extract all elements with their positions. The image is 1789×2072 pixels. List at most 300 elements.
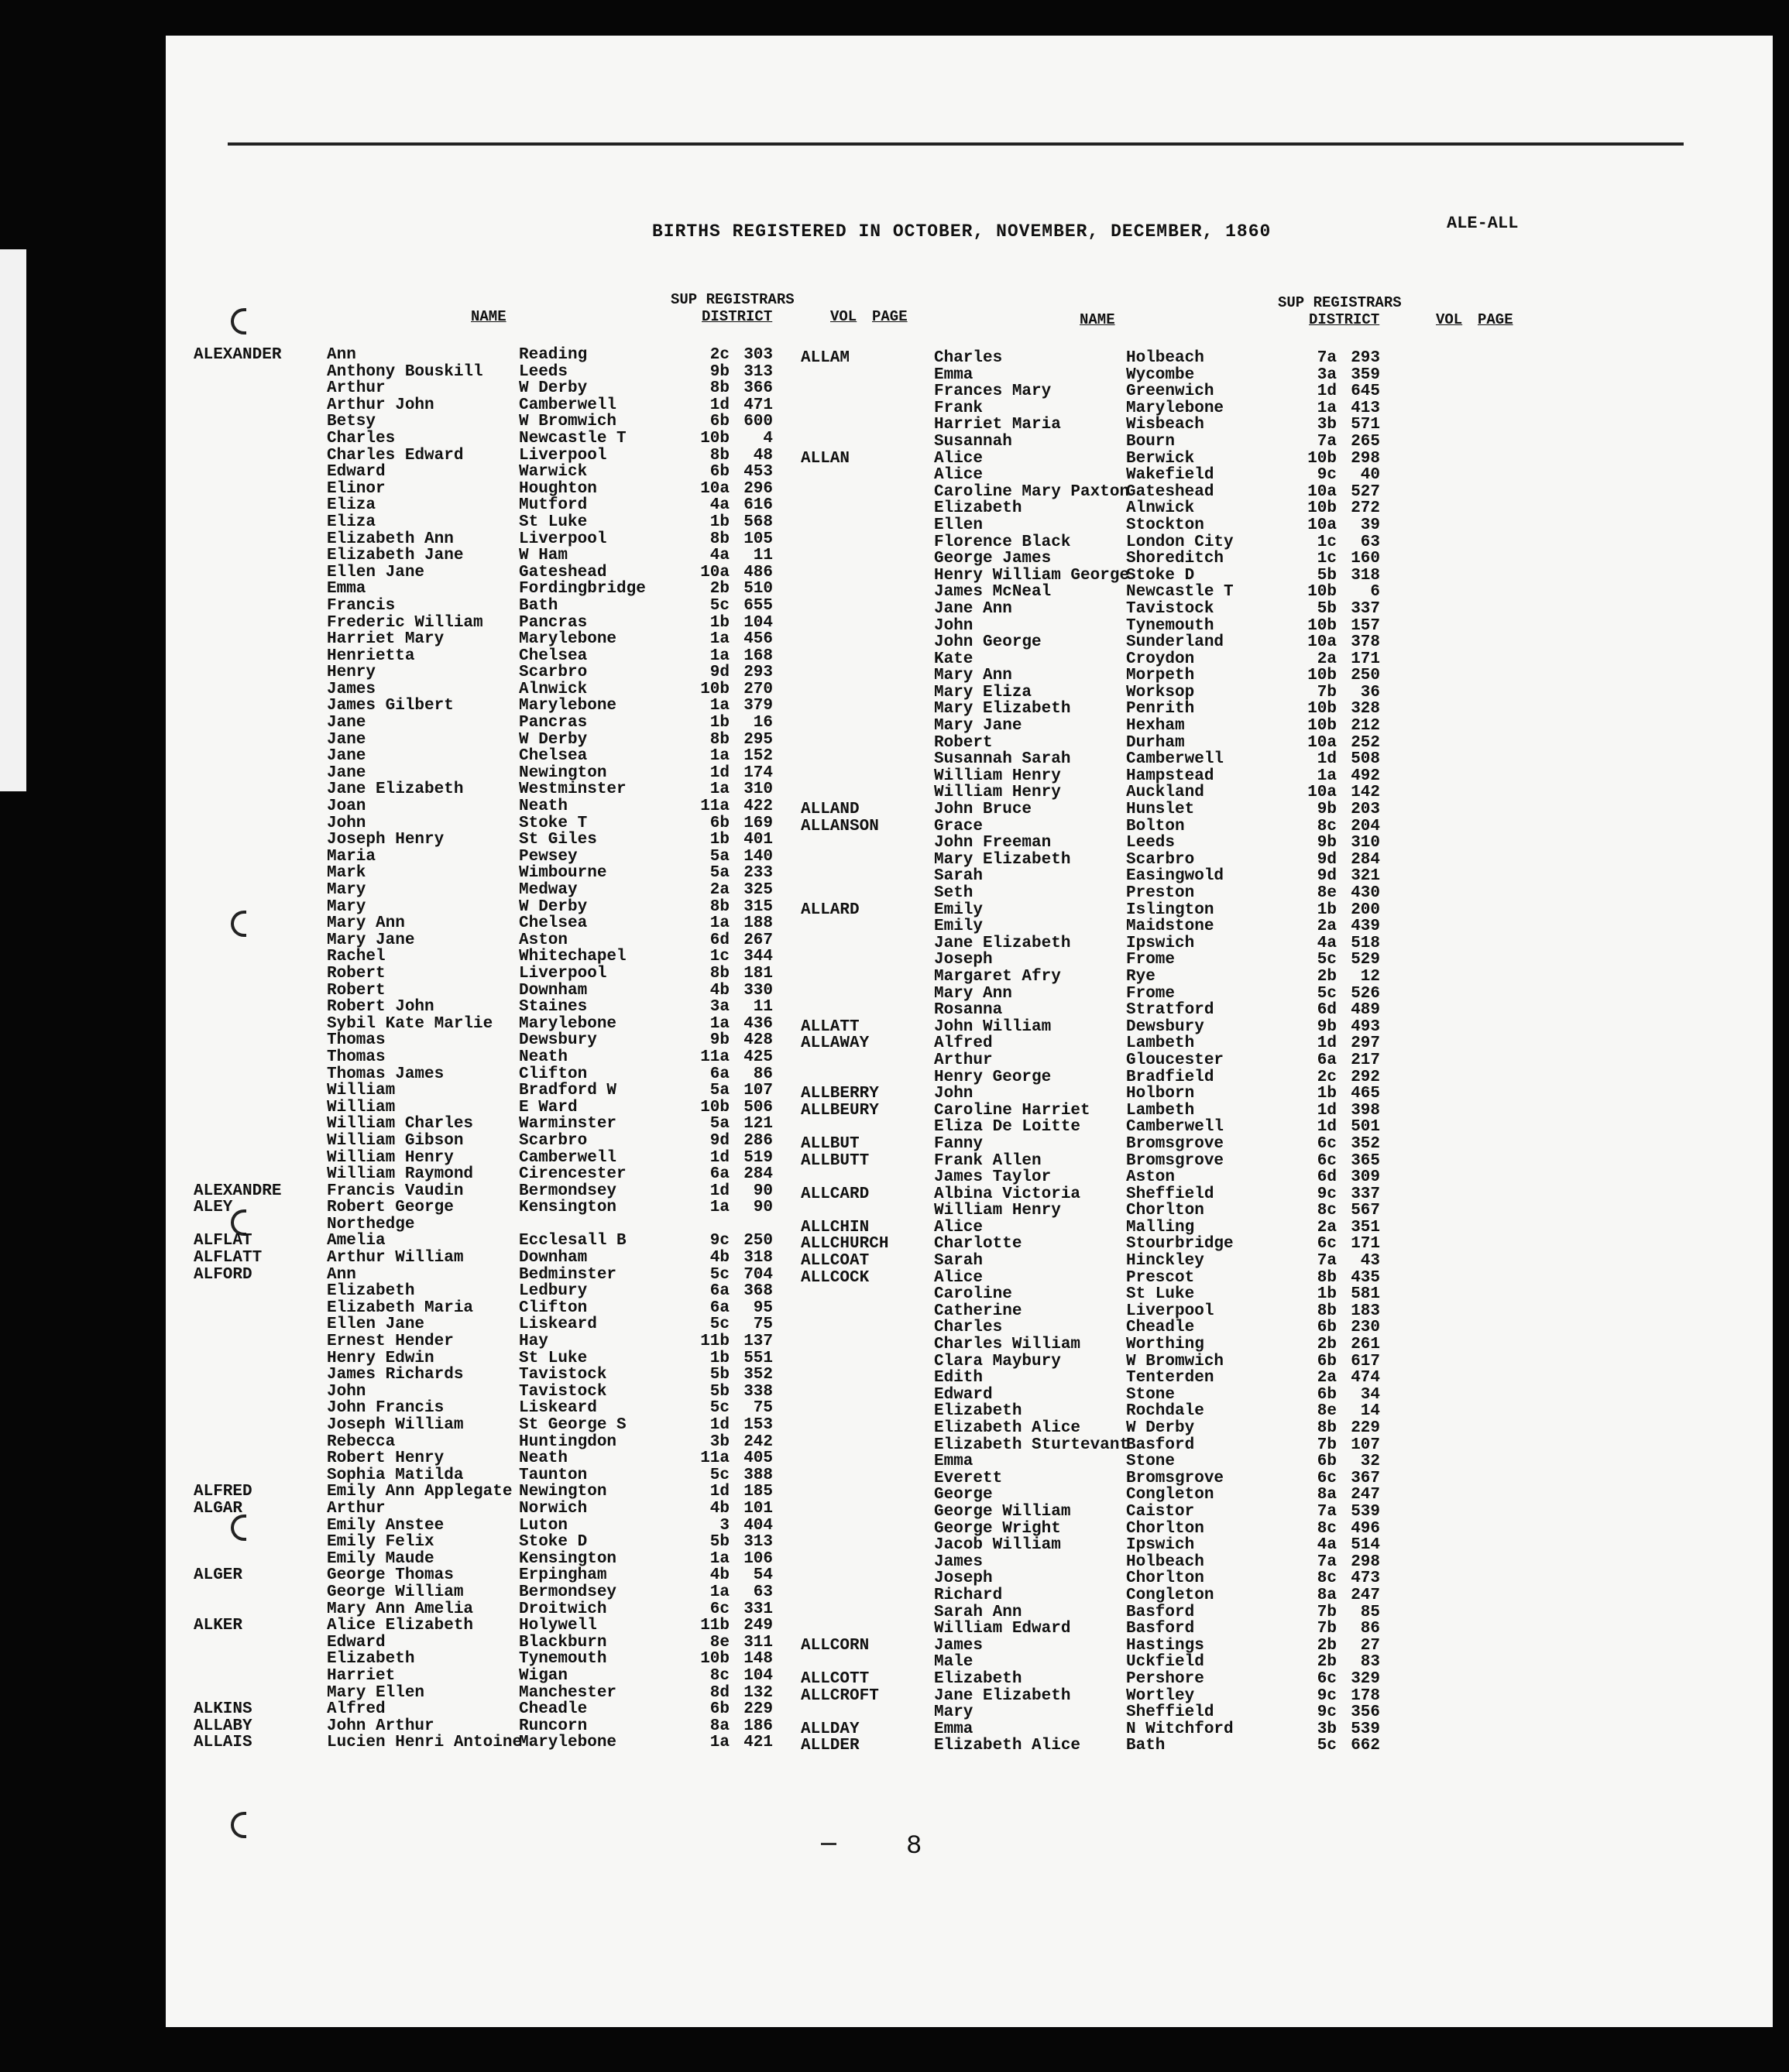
entry-volume: 6c — [1317, 1469, 1337, 1487]
entry-district: Droitwich — [519, 1600, 607, 1618]
entry-forename: Henry George — [934, 1068, 1052, 1086]
entry-page: 527 — [1351, 482, 1380, 501]
entry-page: 551 — [743, 1349, 773, 1367]
entry-district: Sunderland — [1126, 633, 1224, 652]
entry-forename: John Freeman — [934, 834, 1052, 852]
footer-dash — [821, 1843, 836, 1845]
entry-district: Liverpool — [1126, 1302, 1214, 1320]
entry-district: Scarbro — [519, 1131, 588, 1150]
entry-page: 506 — [743, 1098, 773, 1117]
entry-volume: 8e — [709, 1633, 730, 1652]
entry-district: Maidstone — [1126, 918, 1214, 936]
entry-district: Marylebone — [519, 630, 617, 649]
entry-forename: Charlotte — [934, 1235, 1022, 1254]
entry-volume: 2b — [1317, 967, 1337, 986]
entry-volume: 6d — [1317, 1001, 1337, 1020]
entry-volume: 8c — [1317, 1202, 1337, 1220]
entry-forename: Caroline Mary Paxton — [934, 482, 1130, 501]
entry-page: 379 — [743, 697, 773, 715]
entry-volume: 1b — [709, 714, 730, 732]
entry-page: 247 — [1351, 1486, 1380, 1504]
entry-volume: 10a — [1307, 733, 1337, 752]
entry-page: 496 — [1351, 1519, 1380, 1538]
entry-forename: Eliza — [327, 513, 376, 531]
page-title: BIRTHS REGISTERED IN OCTOBER, NOVEMBER, DECEMBER, 1860 — [652, 221, 1272, 242]
entry-forename: Mary Ann — [934, 667, 1012, 685]
header-name: NAME — [471, 308, 506, 325]
entry-volume: 9b — [1317, 834, 1337, 852]
entry-page: 435 — [1351, 1268, 1380, 1287]
entry-forename: Thomas — [327, 1031, 386, 1050]
entry-forename: Eliza De Loitte — [934, 1118, 1081, 1137]
entry-page: 422 — [743, 798, 773, 816]
entry-volume: 10b — [1307, 717, 1337, 736]
entry-district: Bath — [519, 596, 558, 615]
entry-district: Rye — [1126, 967, 1155, 986]
entry-page: 90 — [753, 1199, 773, 1217]
entry-page: 200 — [1351, 900, 1380, 919]
entry-district: Stratford — [1126, 1001, 1214, 1020]
entry-volume: 8b — [709, 964, 730, 983]
entry-page: 169 — [743, 814, 773, 832]
entry-district: Stone — [1126, 1385, 1176, 1404]
entry-volume: 4a — [709, 496, 730, 515]
entry-page: 204 — [1351, 817, 1380, 835]
entry-volume: 7a — [1317, 1552, 1337, 1571]
entry-district: Whitechapel — [519, 948, 627, 966]
entry-district: St Luke — [1126, 1285, 1195, 1304]
entry-district: W Derby — [1126, 1419, 1195, 1437]
entry-volume: 6b — [709, 413, 730, 431]
entry-forename: James — [327, 680, 376, 698]
entry-district: Basford — [1126, 1620, 1195, 1638]
entry-forename: Eliza — [327, 496, 376, 515]
entry-forename: Alice — [934, 1268, 984, 1287]
entry-volume: 1a — [709, 1199, 730, 1217]
entry-page: 439 — [1351, 918, 1380, 936]
entry-volume: 7b — [1317, 683, 1337, 702]
entry-forename: Edith — [934, 1369, 984, 1388]
entry-page: 293 — [743, 664, 773, 682]
entry-district: Newington — [519, 1483, 607, 1501]
entry-volume: 7a — [1317, 1502, 1337, 1521]
entry-forename: Emily Felix — [327, 1533, 434, 1552]
entry-forename: Joseph — [934, 1569, 993, 1588]
entry-page: 270 — [743, 680, 773, 698]
entry-forename: Elizabeth — [327, 1282, 415, 1301]
entry-page: 297 — [1351, 1034, 1380, 1053]
entry-district: Bradfield — [1126, 1068, 1214, 1086]
entry-forename: Henry William George — [934, 566, 1130, 585]
entry-page: 86 — [753, 1065, 773, 1083]
entry-volume: 5c — [1317, 951, 1337, 969]
entry-volume: 10b — [700, 429, 730, 448]
entry-surname: ALKER — [194, 1617, 243, 1635]
entry-forename: Joseph — [934, 951, 993, 969]
entry-forename: Arthur — [327, 379, 386, 398]
entry-forename: Ellen — [934, 516, 984, 534]
entry-district: Bourn — [1126, 432, 1176, 451]
entry-surname: ALEXANDRE — [194, 1182, 282, 1200]
entry-district: Lambeth — [1126, 1101, 1195, 1120]
entry-volume: 3 — [719, 1516, 730, 1535]
entry-forename: Frank — [934, 399, 984, 417]
entry-volume: 3b — [1317, 1720, 1337, 1738]
entry-volume: 1b — [1317, 900, 1337, 919]
entry-district: Hampstead — [1126, 767, 1214, 785]
entry-page: 217 — [1351, 1051, 1380, 1069]
entry-page: 318 — [1351, 566, 1380, 585]
entry-district: Pershore — [1126, 1669, 1204, 1688]
entry-page: 398 — [1351, 1101, 1380, 1120]
entry-volume: 1a — [1317, 767, 1337, 785]
entry-volume: 1d — [1317, 1101, 1337, 1120]
entry-district: Downham — [519, 981, 588, 1000]
entry-forename: Margaret Afry — [934, 967, 1061, 986]
entry-volume: 1d — [1317, 382, 1337, 401]
entry-forename: John — [327, 814, 366, 832]
entry-volume: 1a — [709, 1734, 730, 1752]
entry-volume: 1b — [1317, 1285, 1337, 1304]
entry-district: Caistor — [1126, 1502, 1195, 1521]
entry-volume: 9d — [709, 1131, 730, 1150]
entry-volume: 11a — [700, 1449, 730, 1468]
entry-forename: Emily — [934, 900, 984, 919]
entry-volume: 9c — [709, 1232, 730, 1250]
entry-forename: Arthur John — [327, 396, 434, 414]
entry-page: 425 — [743, 1048, 773, 1066]
entry-volume: 9c — [1317, 1686, 1337, 1705]
entry-forename: Maria — [327, 847, 376, 866]
entry-page: 539 — [1351, 1502, 1380, 1521]
entry-district: Greenwich — [1126, 382, 1214, 401]
entry-page: 365 — [1351, 1151, 1380, 1170]
entry-district: Liverpool — [519, 964, 607, 983]
entry-volume: 6b — [1317, 1319, 1337, 1337]
entry-volume: 9b — [709, 362, 730, 381]
entry-forename: Elizabeth Sturtevant — [934, 1436, 1130, 1454]
entry-page: 272 — [1351, 499, 1380, 518]
entry-forename: Alice Elizabeth — [327, 1617, 474, 1635]
entry-forename: Elizabeth Alice — [934, 1737, 1081, 1755]
entry-forename: John Francis — [327, 1399, 445, 1418]
entry-forename: John Arthur — [327, 1717, 434, 1735]
entry-page: 315 — [743, 897, 773, 916]
entry-page: 160 — [1351, 550, 1380, 568]
entry-volume: 10b — [1307, 583, 1337, 602]
entry-page: 616 — [743, 496, 773, 515]
entry-page: 63 — [1360, 533, 1380, 551]
entry-district: Frome — [1126, 951, 1176, 969]
entry-forename: Frederic William — [327, 613, 483, 632]
entry-page: 90 — [753, 1182, 773, 1200]
entry-volume: 4a — [1317, 1536, 1337, 1555]
entry-page: 4 — [763, 429, 773, 448]
entry-page: 142 — [1351, 784, 1380, 802]
entry-page: 105 — [743, 530, 773, 548]
entry-surname: ALLAWAY — [801, 1034, 870, 1053]
entry-page: 298 — [1351, 449, 1380, 468]
entry-page: 356 — [1351, 1703, 1380, 1722]
entry-forename: Mary Jane — [934, 717, 1022, 736]
entry-district: Wigan — [519, 1666, 568, 1685]
entry-volume: 9c — [1317, 1185, 1337, 1203]
entry-district: Wimbourne — [519, 864, 607, 883]
entry-page: 230 — [1351, 1319, 1380, 1337]
entry-district: Auckland — [1126, 784, 1204, 802]
entry-page: 295 — [743, 730, 773, 749]
entry-forename: Mary Ann Amelia — [327, 1600, 474, 1618]
entry-page: 352 — [1351, 1134, 1380, 1153]
entry-volume: 1a — [709, 697, 730, 715]
entry-district: Leeds — [1126, 834, 1176, 852]
punch-hole — [231, 308, 246, 334]
entry-page: 519 — [743, 1148, 773, 1167]
entry-forename: Mark — [327, 864, 366, 883]
header-vol: VOL — [830, 308, 857, 325]
entry-volume: 1b — [1317, 1085, 1337, 1103]
entry-page: 378 — [1351, 633, 1380, 652]
entry-forename: Emma — [327, 580, 366, 599]
entry-forename: Rachel — [327, 948, 386, 966]
entry-volume: 1d — [709, 396, 730, 414]
entry-district: Rochdale — [1126, 1402, 1204, 1421]
entry-district: Bedminster — [519, 1265, 617, 1284]
entry-district: Malling — [1126, 1218, 1195, 1237]
entry-page: 63 — [753, 1583, 773, 1601]
entry-page: 501 — [1351, 1118, 1380, 1137]
entry-page: 261 — [1351, 1336, 1380, 1354]
entry-page: 36 — [1360, 683, 1380, 702]
entry-volume: 9b — [1317, 1017, 1337, 1036]
entry-page: 11 — [753, 998, 773, 1017]
entry-forename: James Richards — [327, 1366, 464, 1384]
entry-forename: Francis Vaudin — [327, 1182, 464, 1200]
entry-forename: Elinor — [327, 479, 386, 498]
entry-district: Sheffield — [1126, 1703, 1214, 1722]
entry-surname: ALLDER — [801, 1737, 860, 1755]
entry-page: 401 — [743, 831, 773, 849]
entry-forename: Ellen Jane — [327, 563, 425, 581]
entry-volume: 9c — [1317, 466, 1337, 485]
entry-forename: John George — [934, 633, 1042, 652]
entry-volume: 2c — [1317, 1068, 1337, 1086]
entry-volume: 2b — [1317, 1636, 1337, 1655]
entry-page: 529 — [1351, 951, 1380, 969]
entry-volume: 8c — [709, 1666, 730, 1685]
entry-forename: William Gibson — [327, 1131, 464, 1150]
entry-volume: 5a — [709, 1082, 730, 1100]
entry-volume: 10a — [1307, 516, 1337, 534]
entry-page: 140 — [743, 847, 773, 866]
entry-page: 493 — [1351, 1017, 1380, 1036]
entry-district: Marylebone — [1126, 399, 1224, 417]
entry-forename: George William — [327, 1583, 464, 1601]
entry-district: N Witchford — [1126, 1720, 1234, 1738]
entry-district: Aston — [519, 931, 568, 949]
entry-page: 265 — [1351, 432, 1380, 451]
entry-page: 436 — [743, 1014, 773, 1033]
entry-volume: 8e — [1317, 884, 1337, 902]
entry-district: Pancras — [519, 714, 588, 732]
entry-forename: Emma — [934, 365, 973, 384]
entry-page: 465 — [1351, 1085, 1380, 1103]
entry-forename: Elizabeth — [934, 1402, 1022, 1421]
entry-surname: ALKINS — [194, 1700, 252, 1719]
entry-surname: ALLCOCK — [801, 1268, 870, 1287]
entry-page: 329 — [1351, 1669, 1380, 1688]
entry-page: 75 — [753, 1316, 773, 1334]
entry-volume: 8b — [709, 379, 730, 398]
entry-forename: Anthony Bouskill — [327, 362, 483, 381]
entry-page: 367 — [1351, 1469, 1380, 1487]
entry-page: 428 — [743, 1031, 773, 1050]
entry-volume: 10b — [1307, 700, 1337, 719]
entry-forename: Sarah — [934, 867, 984, 886]
entry-forename: James — [934, 1636, 984, 1655]
entry-page: 571 — [1351, 416, 1380, 434]
entry-volume: 4b — [709, 1499, 730, 1518]
entry-volume: 10b — [1307, 499, 1337, 518]
entry-forename: Charles William — [934, 1336, 1081, 1354]
entry-volume: 6a — [709, 1065, 730, 1083]
entry-volume: 1c — [709, 948, 730, 966]
entry-district: Shoreditch — [1126, 550, 1224, 568]
entry-surname: ALLABY — [194, 1717, 252, 1735]
entry-page: 11 — [753, 547, 773, 565]
entry-district: St Luke — [519, 1349, 588, 1367]
entry-forename: Robert — [327, 964, 386, 983]
entry-district: Islington — [1126, 900, 1214, 919]
entry-volume: 1d — [1317, 750, 1337, 769]
entry-forename: Clara Maybury — [934, 1352, 1061, 1370]
entry-volume: 10b — [700, 680, 730, 698]
entry-volume: 8c — [1317, 817, 1337, 835]
entry-district: Frome — [1126, 984, 1176, 1003]
entry-page: 85 — [1360, 1603, 1380, 1621]
entry-forename: William Raymond — [327, 1165, 474, 1184]
entry-district: Liverpool — [519, 446, 607, 465]
entry-district: Worksop — [1126, 683, 1195, 702]
entry-page: 298 — [1351, 1552, 1380, 1571]
entry-page: 313 — [743, 1533, 773, 1552]
entry-forename: Mary Ellen — [327, 1683, 425, 1702]
entry-page: 309 — [1351, 1168, 1380, 1187]
entry-district: London City — [1126, 533, 1234, 551]
entry-volume: 8b — [709, 897, 730, 916]
entry-district: Worthing — [1126, 1336, 1204, 1354]
entry-surname: ALLCOTT — [801, 1669, 870, 1688]
entry-volume: 2b — [1317, 1653, 1337, 1672]
entry-volume: 6d — [1317, 1168, 1337, 1187]
entry-district: Luton — [519, 1516, 568, 1535]
entry-district: Holywell — [519, 1617, 597, 1635]
entry-surname: ALLAIS — [194, 1734, 252, 1752]
entry-district: Pewsey — [519, 847, 578, 866]
entry-forename: Rosanna — [934, 1001, 1003, 1020]
entry-district: Holborn — [1126, 1085, 1195, 1103]
entry-district: Bromsgrove — [1126, 1134, 1224, 1153]
entry-page: 318 — [743, 1249, 773, 1268]
entry-forename: George Wright — [934, 1519, 1061, 1538]
entry-page: 34 — [1360, 1385, 1380, 1404]
entry-page: 286 — [743, 1131, 773, 1150]
entry-forename: Mary — [327, 897, 366, 916]
entry-forename: Edward — [327, 463, 386, 482]
punch-hole — [231, 1515, 246, 1541]
entry-forename: Elizabeth Maria — [327, 1298, 474, 1317]
entry-forename: Caroline Harriet — [934, 1101, 1090, 1120]
entry-district: W Derby — [519, 379, 588, 398]
entry-district: Norwich — [519, 1499, 588, 1518]
entry-forename: Henrietta — [327, 647, 415, 665]
entry-district: Newington — [519, 763, 607, 782]
entry-forename: Mary Ann — [934, 984, 1012, 1003]
entry-forename: Fanny — [934, 1134, 984, 1153]
entry-page: 183 — [1351, 1302, 1380, 1320]
entry-volume: 10a — [1307, 482, 1337, 501]
scan-edge-strip — [0, 249, 26, 791]
entry-forename: Susannah Sarah — [934, 750, 1071, 769]
entry-page: 388 — [743, 1466, 773, 1484]
entry-district: Manchester — [519, 1683, 617, 1702]
entry-forename: Mary Eliza — [934, 683, 1032, 702]
entry-forename: George — [934, 1486, 993, 1504]
entry-district: Basford — [1126, 1436, 1195, 1454]
entry-forename: James Taylor — [934, 1168, 1052, 1187]
entry-forename: Elizabeth Alice — [934, 1419, 1081, 1437]
entry-forename: George James — [934, 550, 1052, 568]
entry-forename: William Henry — [934, 767, 1061, 785]
entry-surname: ALFRED — [194, 1483, 252, 1501]
entry-forename: Seth — [934, 884, 973, 902]
entry-page: 662 — [1351, 1737, 1380, 1755]
entry-district: Chelsea — [519, 647, 588, 665]
entry-surname: ALLCORN — [801, 1636, 870, 1655]
entry-volume: 8b — [709, 530, 730, 548]
entry-volume: 8b — [709, 446, 730, 465]
entry-volume: 6b — [1317, 1453, 1337, 1471]
entry-volume: 5b — [709, 1366, 730, 1384]
entry-volume: 2c — [709, 346, 730, 364]
entry-page: 174 — [743, 763, 773, 782]
entry-district: Warminster — [519, 1115, 617, 1134]
header-page: PAGE — [872, 308, 908, 325]
entry-district: Mutford — [519, 496, 588, 515]
entry-forename: Arthur — [327, 1499, 386, 1518]
entry-volume: 5a — [709, 864, 730, 883]
entry-district: Gloucester — [1126, 1051, 1224, 1069]
entry-forename: Jane Elizabeth — [934, 1686, 1071, 1705]
entry-volume: 8c — [1317, 1569, 1337, 1588]
entry-volume: 6a — [709, 1282, 730, 1301]
entry-volume: 9d — [1317, 850, 1337, 869]
entry-district: Staines — [519, 998, 588, 1017]
entry-page: 508 — [1351, 750, 1380, 769]
entry-surname: ALLBEURY — [801, 1101, 879, 1120]
entry-volume: 4b — [709, 1566, 730, 1585]
entry-forename: Thomas James — [327, 1065, 445, 1083]
entry-page: 107 — [1351, 1436, 1380, 1454]
entry-page: 14 — [1360, 1402, 1380, 1421]
entry-page: 510 — [743, 580, 773, 599]
entry-page: 473 — [1351, 1569, 1380, 1588]
entry-page: 600 — [743, 413, 773, 431]
entry-forename: Rebecca — [327, 1432, 396, 1451]
entry-district: Congleton — [1126, 1586, 1214, 1604]
entry-page: 292 — [1351, 1068, 1380, 1086]
entry-volume: 6b — [1317, 1385, 1337, 1404]
